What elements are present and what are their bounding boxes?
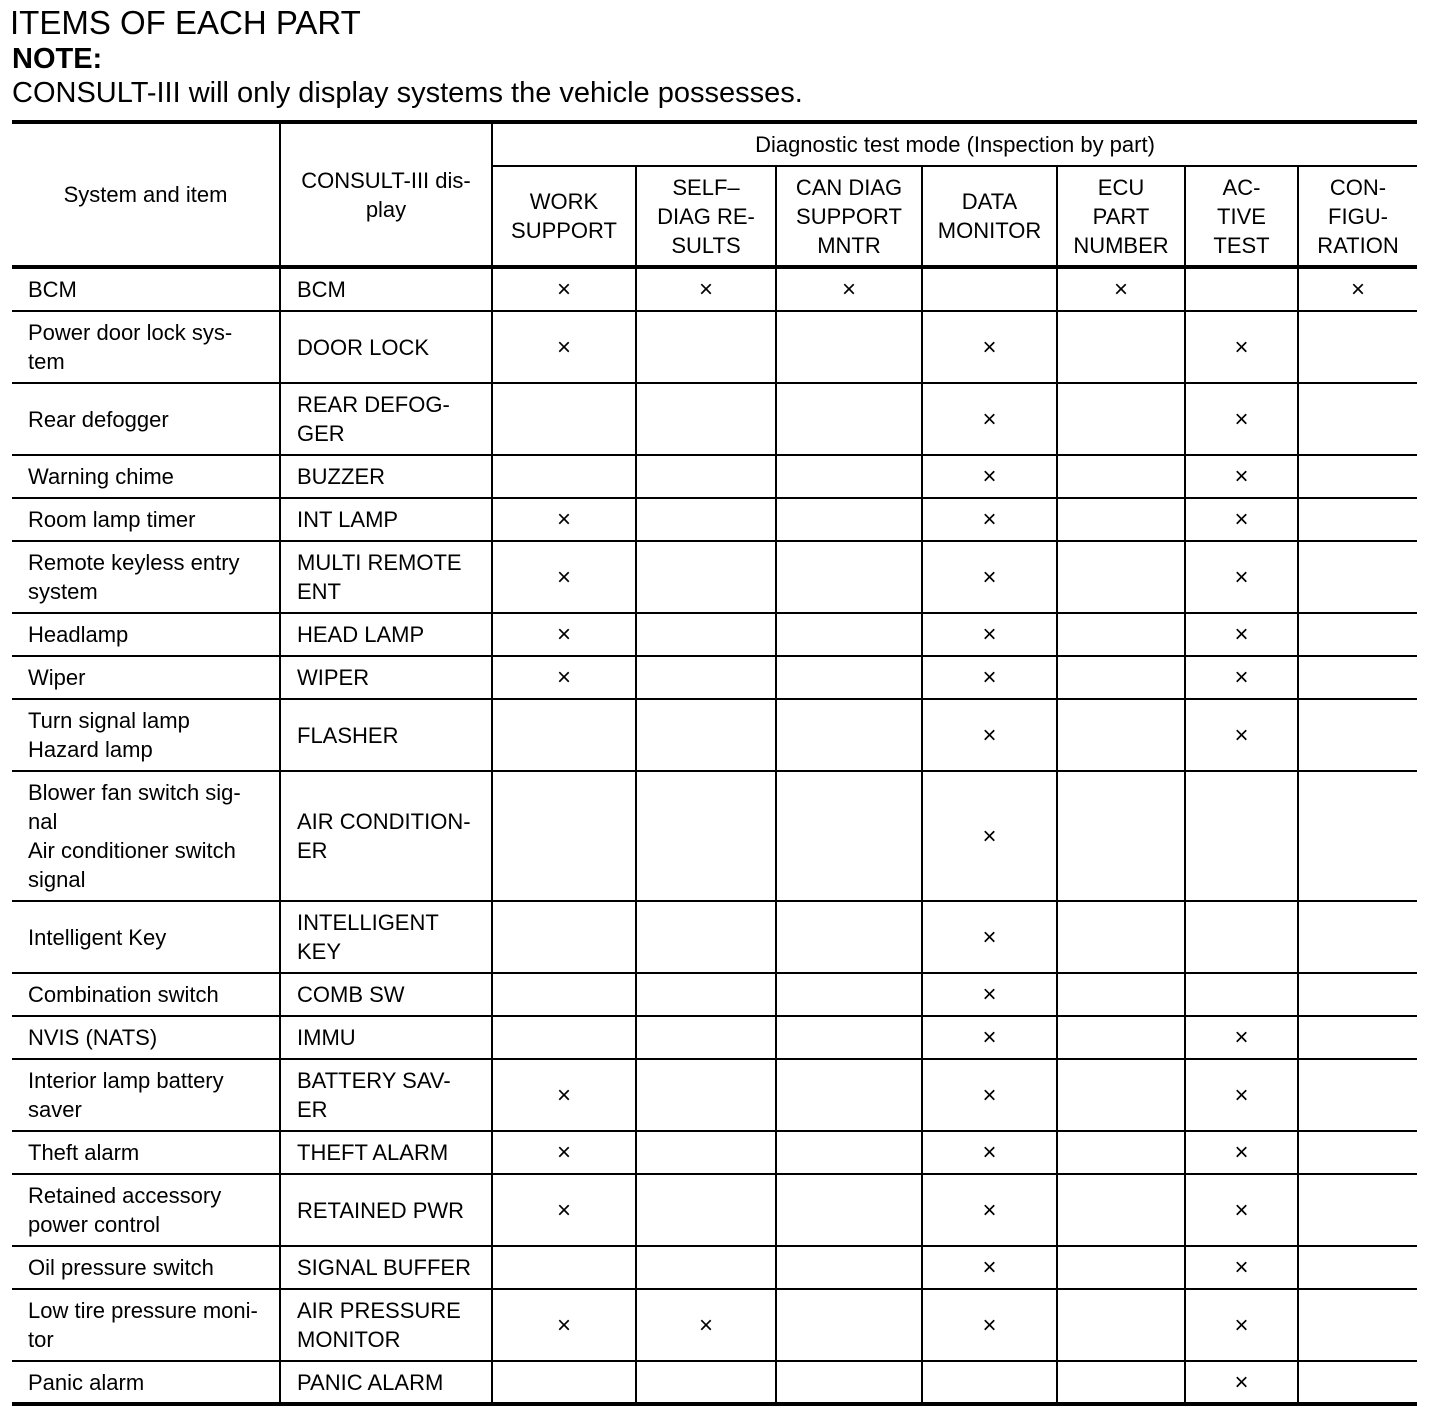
table-row: [12, 1174, 1417, 1246]
applicable-mark: ×: [1185, 1246, 1298, 1289]
consult-display-cell: DOOR LOCK: [280, 311, 492, 383]
consult-display-cell: SIGNAL BUFFER: [280, 1246, 492, 1289]
applicable-mark: ×: [1185, 541, 1298, 613]
system-item-cell: Oil pressure switch: [12, 1246, 280, 1289]
empty-cell: [636, 455, 776, 498]
applicable-mark: ×: [922, 973, 1057, 1016]
applicable-mark: ×: [922, 383, 1057, 455]
empty-cell: [1298, 901, 1417, 973]
applicable-mark: ×: [492, 1059, 636, 1131]
empty-cell: [492, 1246, 636, 1289]
empty-cell: [492, 455, 636, 498]
applicable-mark: ×: [922, 1289, 1057, 1361]
empty-cell: [1298, 771, 1417, 901]
table-row: [12, 1059, 1417, 1131]
empty-cell: [1057, 656, 1185, 699]
consult-display-cell: COMB SW: [280, 973, 492, 1016]
empty-cell: [922, 1361, 1057, 1404]
applicable-mark: ×: [1185, 699, 1298, 771]
applicable-mark: ×: [492, 267, 636, 311]
system-item-cell: Room lamp timer: [12, 498, 280, 541]
applicable-mark: ×: [1185, 311, 1298, 383]
table-row: [12, 267, 1417, 311]
empty-cell: [1057, 383, 1185, 455]
applicable-mark: ×: [922, 771, 1057, 901]
empty-cell: [492, 1361, 636, 1404]
empty-cell: [636, 311, 776, 383]
applicable-mark: ×: [1185, 656, 1298, 699]
empty-cell: [1298, 1016, 1417, 1059]
empty-cell: [1298, 656, 1417, 699]
empty-cell: [776, 1059, 922, 1131]
consult-display-cell: INT LAMP: [280, 498, 492, 541]
empty-cell: [1298, 699, 1417, 771]
empty-cell: [776, 1289, 922, 1361]
header-self-diag-results: SELF– DIAG RE- SULTS: [636, 166, 776, 267]
empty-cell: [636, 1131, 776, 1174]
empty-cell: [1057, 1131, 1185, 1174]
empty-cell: [636, 656, 776, 699]
empty-cell: [492, 901, 636, 973]
system-item-cell: Theft alarm: [12, 1131, 280, 1174]
system-item-cell: Interior lamp battery saver: [12, 1059, 280, 1131]
consult-display-cell: RETAINED PWR: [280, 1174, 492, 1246]
empty-cell: [636, 613, 776, 656]
consult-display-cell: AIR PRESSURE MONITOR: [280, 1289, 492, 1361]
applicable-mark: ×: [1185, 498, 1298, 541]
empty-cell: [776, 901, 922, 973]
empty-cell: [636, 901, 776, 973]
applicable-mark: ×: [922, 1246, 1057, 1289]
applicable-mark: ×: [922, 656, 1057, 699]
table-row: [12, 973, 1417, 1016]
table-row: [12, 311, 1417, 383]
header-system-and-item: System and item: [12, 122, 280, 267]
applicable-mark: ×: [1185, 383, 1298, 455]
applicable-mark: ×: [1185, 1174, 1298, 1246]
header-configuration: CON- FIGU- RATION: [1298, 166, 1417, 267]
consult-display-cell: WIPER: [280, 656, 492, 699]
empty-cell: [636, 1016, 776, 1059]
system-item-cell: Warning chime: [12, 455, 280, 498]
empty-cell: [776, 311, 922, 383]
consult-display-cell: BCM: [280, 267, 492, 311]
empty-cell: [1057, 1016, 1185, 1059]
consult-display-cell: PANIC ALARM: [280, 1361, 492, 1404]
empty-cell: [1057, 1289, 1185, 1361]
system-item-cell: Panic alarm: [12, 1361, 280, 1404]
applicable-mark: ×: [492, 498, 636, 541]
empty-cell: [776, 1246, 922, 1289]
applicable-mark: ×: [922, 455, 1057, 498]
empty-cell: [492, 973, 636, 1016]
empty-cell: [492, 383, 636, 455]
empty-cell: [1298, 311, 1417, 383]
applicable-mark: ×: [1185, 455, 1298, 498]
empty-cell: [636, 541, 776, 613]
system-item-cell: NVIS (NATS): [12, 1016, 280, 1059]
applicable-mark: ×: [1057, 267, 1185, 311]
empty-cell: [636, 1174, 776, 1246]
empty-cell: [776, 383, 922, 455]
table-row: [12, 1131, 1417, 1174]
system-item-cell: Power door lock sys- tem: [12, 311, 280, 383]
empty-cell: [776, 498, 922, 541]
applicable-mark: ×: [922, 699, 1057, 771]
applicable-mark: ×: [492, 656, 636, 699]
system-item-cell: Turn signal lamp Hazard lamp: [12, 699, 280, 771]
empty-cell: [636, 1059, 776, 1131]
applicable-mark: ×: [1185, 1059, 1298, 1131]
table-row: [12, 656, 1417, 699]
header-active-test: AC- TIVE TEST: [1185, 166, 1298, 267]
applicable-mark: ×: [922, 901, 1057, 973]
empty-cell: [636, 973, 776, 1016]
empty-cell: [1185, 901, 1298, 973]
header-work-support: WORK SUPPORT: [492, 166, 636, 267]
empty-cell: [636, 383, 776, 455]
empty-cell: [492, 699, 636, 771]
table-row: [12, 613, 1417, 656]
system-item-cell: Remote keyless entry system: [12, 541, 280, 613]
empty-cell: [776, 1016, 922, 1059]
applicable-mark: ×: [922, 613, 1057, 656]
system-item-cell: Low tire pressure moni- tor: [12, 1289, 280, 1361]
table-row: [12, 1361, 1417, 1404]
table-row: [12, 699, 1417, 771]
header-consult-display: CONSULT-III dis- play: [280, 122, 492, 267]
empty-cell: [1057, 541, 1185, 613]
empty-cell: [776, 455, 922, 498]
empty-cell: [1057, 613, 1185, 656]
empty-cell: [1057, 901, 1185, 973]
empty-cell: [1298, 1289, 1417, 1361]
table-row: [12, 901, 1417, 973]
consult-display-cell: FLASHER: [280, 699, 492, 771]
empty-cell: [776, 613, 922, 656]
applicable-mark: ×: [1298, 267, 1417, 311]
empty-cell: [636, 771, 776, 901]
consult-display-cell: REAR DEFOG- GER: [280, 383, 492, 455]
empty-cell: [1185, 973, 1298, 1016]
applicable-mark: ×: [636, 1289, 776, 1361]
system-item-cell: Combination switch: [12, 973, 280, 1016]
empty-cell: [1298, 455, 1417, 498]
applicable-mark: ×: [492, 1289, 636, 1361]
consult-display-cell: BUZZER: [280, 455, 492, 498]
empty-cell: [1298, 1174, 1417, 1246]
empty-cell: [776, 1361, 922, 1404]
header-data-monitor: DATA MONITOR: [922, 166, 1057, 267]
consult-display-cell: AIR CONDITION- ER: [280, 771, 492, 901]
applicable-mark: ×: [1185, 1361, 1298, 1404]
empty-cell: [1057, 1361, 1185, 1404]
empty-cell: [776, 699, 922, 771]
applicable-mark: ×: [1185, 1131, 1298, 1174]
applicable-mark: ×: [1185, 1016, 1298, 1059]
empty-cell: [1057, 699, 1185, 771]
empty-cell: [636, 1361, 776, 1404]
empty-cell: [636, 699, 776, 771]
empty-cell: [492, 771, 636, 901]
applicable-mark: ×: [1185, 613, 1298, 656]
system-item-cell: Intelligent Key: [12, 901, 280, 973]
empty-cell: [776, 656, 922, 699]
empty-cell: [1298, 498, 1417, 541]
applicable-mark: ×: [492, 1131, 636, 1174]
applicable-mark: ×: [492, 613, 636, 656]
table-row: [12, 498, 1417, 541]
applicable-mark: ×: [492, 311, 636, 383]
empty-cell: [1298, 613, 1417, 656]
empty-cell: [1057, 1246, 1185, 1289]
empty-cell: [1298, 1131, 1417, 1174]
empty-cell: [1298, 1246, 1417, 1289]
empty-cell: [1298, 1059, 1417, 1131]
system-item-cell: Blower fan switch sig- nal Air conditioner switch signal: [12, 771, 280, 901]
empty-cell: [1057, 973, 1185, 1016]
table-row: [12, 1246, 1417, 1289]
applicable-mark: ×: [922, 541, 1057, 613]
empty-cell: [776, 1131, 922, 1174]
empty-cell: [1185, 267, 1298, 311]
note-text: CONSULT-III will only display systems the vehicle possesses.: [12, 77, 803, 109]
empty-cell: [1057, 1059, 1185, 1131]
table-row: [12, 1016, 1417, 1059]
empty-cell: [636, 1246, 776, 1289]
table-row: [12, 455, 1417, 498]
empty-cell: [1057, 1174, 1185, 1246]
consult-display-cell: MULTI REMOTE ENT: [280, 541, 492, 613]
page-title: ITEMS OF EACH PART: [10, 4, 361, 41]
empty-cell: [1057, 498, 1185, 541]
applicable-mark: ×: [492, 541, 636, 613]
empty-cell: [1298, 1361, 1417, 1404]
empty-cell: [776, 1174, 922, 1246]
consult-display-cell: BATTERY SAV- ER: [280, 1059, 492, 1131]
table-row: [12, 771, 1417, 901]
applicable-mark: ×: [922, 498, 1057, 541]
empty-cell: [776, 973, 922, 1016]
applicable-mark: ×: [776, 267, 922, 311]
consult-display-cell: IMMU: [280, 1016, 492, 1059]
header-can-diag-support-mntr: CAN DIAG SUPPORT MNTR: [776, 166, 922, 267]
applicable-mark: ×: [922, 1174, 1057, 1246]
applicable-mark: ×: [922, 1059, 1057, 1131]
table-row: [12, 383, 1417, 455]
empty-cell: [1298, 973, 1417, 1016]
system-item-cell: Headlamp: [12, 613, 280, 656]
empty-cell: [1298, 541, 1417, 613]
header-ecu-part-number: ECU PART NUMBER: [1057, 166, 1185, 267]
header-diagnostic-test-mode: Diagnostic test mode (Inspection by part): [492, 122, 1417, 166]
applicable-mark: ×: [636, 267, 776, 311]
empty-cell: [1057, 455, 1185, 498]
note-label: NOTE:: [12, 43, 103, 75]
system-item-cell: Wiper: [12, 656, 280, 699]
applicable-mark: ×: [922, 1131, 1057, 1174]
empty-cell: [1298, 383, 1417, 455]
applicable-mark: ×: [922, 311, 1057, 383]
consult-display-cell: INTELLIGENT KEY: [280, 901, 492, 973]
applicable-mark: ×: [922, 1016, 1057, 1059]
empty-cell: [776, 771, 922, 901]
table-row: [12, 1289, 1417, 1361]
items-table: [12, 120, 1417, 1406]
applicable-mark: ×: [1185, 1289, 1298, 1361]
empty-cell: [636, 498, 776, 541]
empty-cell: [776, 541, 922, 613]
empty-cell: [1057, 771, 1185, 901]
system-item-cell: BCM: [12, 267, 280, 311]
empty-cell: [922, 267, 1057, 311]
system-item-cell: Retained accessory power control: [12, 1174, 280, 1246]
consult-display-cell: HEAD LAMP: [280, 613, 492, 656]
empty-cell: [1057, 311, 1185, 383]
applicable-mark: ×: [492, 1174, 636, 1246]
table-row: [12, 541, 1417, 613]
empty-cell: [1185, 771, 1298, 901]
empty-cell: [492, 1016, 636, 1059]
consult-display-cell: THEFT ALARM: [280, 1131, 492, 1174]
system-item-cell: Rear defogger: [12, 383, 280, 455]
